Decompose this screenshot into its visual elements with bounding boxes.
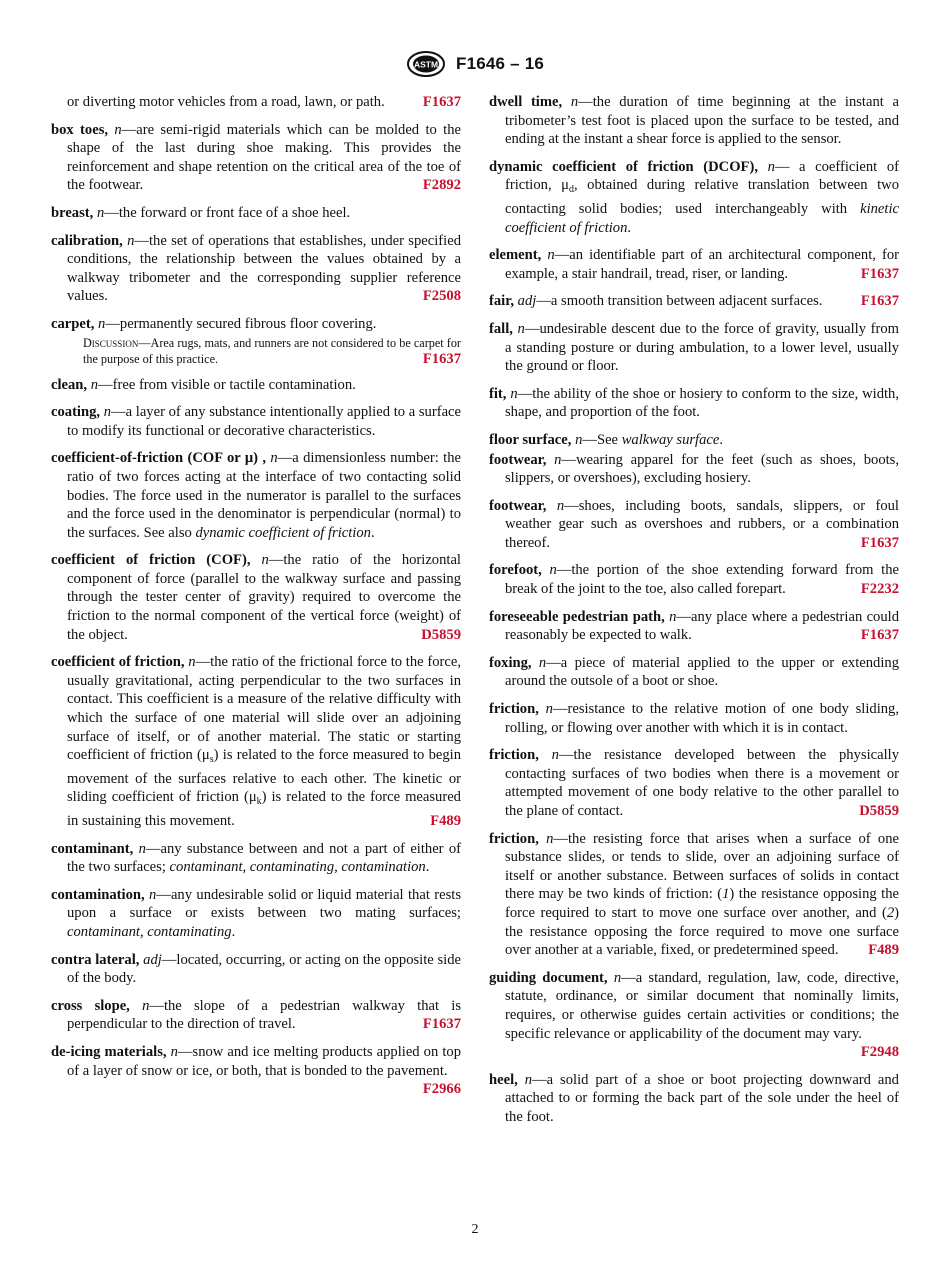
term: fit, [489,385,511,402]
reference-link[interactable]: D5859 [859,803,899,819]
document-designation: F1646 – 16 [455,54,544,73]
definition-entry [51,840,461,877]
definition-text: —the ratio of the frictional force to the force, usually gravitational, acting perpendicular to the two surfaces in contact. This coefficient is a measure of the relative difficulty with which the surface of one material will slide over an adjoining surface of itself, or of another material. The static or starting coefficient of friction (μ [67,654,461,764]
definition-text: ) is related to the force measured in sustaining this movement. [67,789,461,829]
definition-entry [51,449,461,542]
reference-link[interactable]: F2232 [860,581,899,598]
term: box toes, [51,121,115,138]
definition-text: —a solid part of a shoe or boot projecting downward and attached to or forming the back part of the sole under the heel of the foot. [505,1071,899,1125]
definition-entry [489,451,899,488]
part-of-speech: n [669,608,677,625]
definition-entry [51,653,461,830]
definition-text: —any undesirable solid or liquid material that rests upon a surface or exists between two mating surfaces; [67,886,462,922]
definition-entry [489,700,899,737]
part-of-speech: n [138,840,146,857]
definition-entry [489,608,899,645]
page-number: 2 [471,1222,479,1237]
term: contra lateral, [51,951,144,968]
part-of-speech: n [570,94,579,110]
part-of-speech: n [538,654,547,671]
part-of-speech: n [90,376,99,393]
svg-text:ASTM: ASTM [413,59,439,70]
term: fall, [489,320,518,337]
part-of-speech: n [551,747,559,764]
definition-entry [51,376,461,395]
term: foreseeable pedestrian path, [489,608,670,625]
subscript: s [209,754,214,766]
part-of-speech: n [127,232,135,249]
definition-text: ) is related to the force measured to begin movement of the surfaces relative to each other. The kinetic or sliding coefficient of friction (μ [67,747,461,806]
part-of-speech: n [261,552,269,569]
definition-entry [489,497,899,553]
term: fair, [489,293,518,310]
part-of-speech: n [554,451,562,468]
part-of-speech: n [142,997,150,1014]
definition-text: —the resisting force that arises when a surface of one substance slides, or tends to slide, over an adjoining surface of itself or another substance. Between surfaces of solids in contact there may be two kinds of friction: ( [505,830,899,903]
definition-text: —the set of operations that establishes, under specified conditions, the relationship between the values obtained by a walkway tribometer and the corresponding supplier reference values. [67,232,461,305]
punctuation: . [719,431,724,448]
definition-entry [489,93,899,149]
definition-entry [489,969,899,1062]
definition-text: —the duration of time beginning at the instant a tribometer’s test foot is placed upon the surface to be tested, and ending at the instant a shear force is applied to the sensor. [505,94,899,148]
part-of-speech: n [114,121,122,138]
part-of-speech: adj [517,293,537,310]
reference-link[interactable]: F2508 [422,288,461,305]
cross-reference: contaminant, contaminating, contamination [169,859,426,876]
definition-entry [51,886,461,942]
reference-link[interactable]: F2892 [422,177,461,194]
part-of-speech: n [547,247,555,264]
reference-link[interactable]: D5859 [421,626,461,643]
punctuation: . [370,524,375,541]
reference-link[interactable]: F2966 [422,1081,461,1098]
discussion-text: —Area rugs, mats, and runners are not considered to be carpet for the purpose of this practice. [83,335,461,366]
definition-entry [51,204,461,223]
part-of-speech: n [613,969,622,986]
term: footwear, [489,497,557,514]
definition-text: —the portion of the shoe extending forward from the break of the joint to the toe, also called forepart. [505,562,899,598]
definition-text: —undesirable descent due to the force of gravity, usually from a standing posture or during ambulation, to a lower level, usually the ground or floor. [505,320,899,375]
subscript: d [568,184,574,196]
part-of-speech: n [98,315,106,332]
part-of-speech: n [546,830,554,847]
cross-reference: contaminant, contaminating [67,923,232,940]
definition-text: —any substance between and not a part of either of the two surfaces; [67,840,461,876]
term: coating, [51,404,104,421]
definition-entry [51,997,461,1034]
part-of-speech: n [767,158,775,175]
definition-text: —the ratio of the horizontal component of force (parallel to the walkway surface and passing through the tester center of gravity) required to overcome the friction to the normal component of the vertical force (weight) of the object. [67,552,461,643]
definition-text: —See [582,431,619,448]
term: heel, [489,1071,525,1088]
definition-text: —the slope of a pedestrian walkway that is perpendicular to the direction of travel. [67,997,462,1033]
definition-text: —the forward or front face of a shoe heel. [104,204,351,221]
part-of-speech: n [549,562,557,579]
definition-entry [51,1043,461,1099]
reference-link[interactable]: F489 [430,813,461,829]
part-of-speech: n [270,450,278,467]
term: de-icing materials, [51,1043,171,1060]
term: breast, [51,204,97,221]
reference-link[interactable]: F489 [868,942,899,959]
part-of-speech: n [545,701,553,718]
definition-text: —permanently secured fibrous floor covering. [105,315,377,332]
definition-entry [51,93,461,112]
definition-text: ) the resistance opposing the force required to start to move one surface over another, and ( [505,886,899,921]
definition-entry [51,951,461,988]
part-of-speech: n [170,1043,178,1060]
definition-text: —a piece of material applied to the upper or extending around the outsole of a boot or shoe. [505,654,900,690]
definition-entry [489,1071,899,1127]
definition-entry [489,320,899,376]
left-column [51,93,461,1108]
definition-entry [489,654,899,691]
punctuation: . [231,923,236,940]
reference-link[interactable]: F1637 [860,534,899,551]
part-of-speech: n [510,385,518,402]
definition-text: —wearing apparel for the feet (such as shoes, boots, slippers, or overshoes), excluding hosiery. [505,451,900,487]
definition-text: —the resistance developed between the physically contacting surfaces of two bodies when there is a movement or attempted movement of one body relative to the other parallel to the plane of contact. [505,747,899,819]
discussion-label: Discussion [83,335,139,350]
reference-link[interactable]: F1637 [422,1016,461,1033]
term: element, [489,247,548,264]
definition-entry [489,385,899,422]
definition-entry [489,830,899,960]
part-of-speech: n [524,1071,533,1088]
term: cross slope, [51,997,143,1014]
definition-text: —a smooth transition between adjacent surfaces. [536,293,823,310]
reference-link[interactable]: F1637 [422,94,461,110]
definition-text: —an identifiable part of an architectural component, for example, a stair handrail, tread, riser, or landing. [505,247,899,282]
definition-text: —any place where a pedestrian could reasonably be expected to walk. [505,608,899,644]
term: dwell time, [489,94,571,110]
definition-text: or diverting motor vehicles from a road, lawn, or path. [67,94,385,110]
part-of-speech: n [517,320,525,337]
right-column [489,93,899,1136]
term: clean, [51,376,91,393]
definition-text: —a dimensionless number: the ratio of two forces acting at the interface of two contacting solid bodies. The force used in the numerator is parallel to the surfaces and the force used in the denominator is perpendicular (normal) to the surfaces. See also [67,450,461,541]
definition-entry [51,551,461,644]
astm-logo-icon [406,50,446,78]
part-of-speech: n [556,497,565,514]
part-of-speech: n [188,654,196,671]
definition-entry [51,403,461,440]
cross-reference: dynamic coefficient of friction [195,524,371,541]
term: coefficient of friction, [51,654,189,671]
definition-entry [489,292,899,311]
term: friction, [489,830,547,847]
definition-entry [489,158,899,237]
part-of-speech: adj [143,951,162,968]
term: friction, [489,747,552,764]
reference-link[interactable]: F1637 [860,627,899,644]
reference-link[interactable]: F1637 [860,265,899,282]
reference-link[interactable]: F1637 [422,350,461,367]
term: contaminant, [51,840,139,857]
definition-entry [51,315,461,367]
reference-link[interactable]: F1637 [860,293,899,310]
list-number: 2 [886,904,895,921]
definition-text: — a coefficient of friction, μ [505,158,899,194]
definition-text: ) the resistance opposing the force required to move one surface over another at a variable, fixed, or predetermined speed. [505,904,899,959]
definition-text: —a layer of any substance intentionally applied to a surface to modify its functional or decorative characteristics. [67,404,461,439]
term: forefoot, [489,562,550,579]
part-of-speech: n [149,886,157,903]
definition-text: —located, occurring, or acting on the opposite side of the body. [67,951,461,987]
definition-text: —the ability of the shoe or hosiery to conform to the size, width, shape, and proportion of the foot. [505,385,899,421]
term: contamination, [51,886,150,903]
definition-text: —free from visible or tactile contamination. [98,376,356,393]
term: dynamic coefficient of friction (DCOF), [489,158,768,175]
term: carpet, [51,315,99,332]
part-of-speech: n [96,204,105,221]
term: floor surface, [489,431,576,448]
part-of-speech: n [103,404,112,421]
list-number: 1 [722,886,730,903]
definition-text: —a standard, regulation, law, code, directive, statute, ordinance, or similar document that nominally limits, requires, or otherwise guides certain activities or conditions; the specific relevance or applicability of the document may vary. [505,969,899,1042]
definition-entry [51,232,461,306]
definition-text: —shoes, including boots, sandals, slippers, or foul weather gear such as overshoes and rubbers, or a combination thereof. [505,497,899,551]
reference-link[interactable]: F2948 [860,1044,899,1061]
discussion-note [67,335,461,367]
definition-entry [489,746,899,820]
cross-reference: walkway surface [621,431,720,448]
term: coefficient of friction (COF), [51,552,262,569]
cross-reference: kinetic coefficient of friction [505,200,899,236]
definition-entry [489,561,899,598]
term: foxing, [489,654,539,671]
definition-entry [489,431,899,450]
definition-text: —resistance to the relative motion of one body sliding, rolling, or flowing over another with which it is in contact. [505,701,899,736]
page-header [0,50,950,86]
term: calibration, [51,232,128,249]
subscript: k [256,796,262,808]
part-of-speech: n [575,431,583,448]
term: footwear, [489,451,555,468]
term: coefficient-of-friction (COF or μ) , [51,450,271,467]
definition-text: —snow and ice melting products applied on top of a layer of snow or ice, or both, that is bonded to the pavement. [67,1043,461,1079]
punctuation: . [425,859,430,876]
definition-text: , obtained during relative translation between two contacting solid bodies; used interchangeably with [505,177,900,217]
punctuation: . [627,219,632,236]
definition-entry [51,121,461,195]
term: friction, [489,701,546,718]
definition-text: —are semi-rigid materials which can be molded to the shape of the last during shoe making. This provides the reinforcement and shape retention on the critical area of the toe of the footwear. [67,121,461,194]
definition-entry [489,246,899,283]
term: guiding document, [489,969,614,986]
